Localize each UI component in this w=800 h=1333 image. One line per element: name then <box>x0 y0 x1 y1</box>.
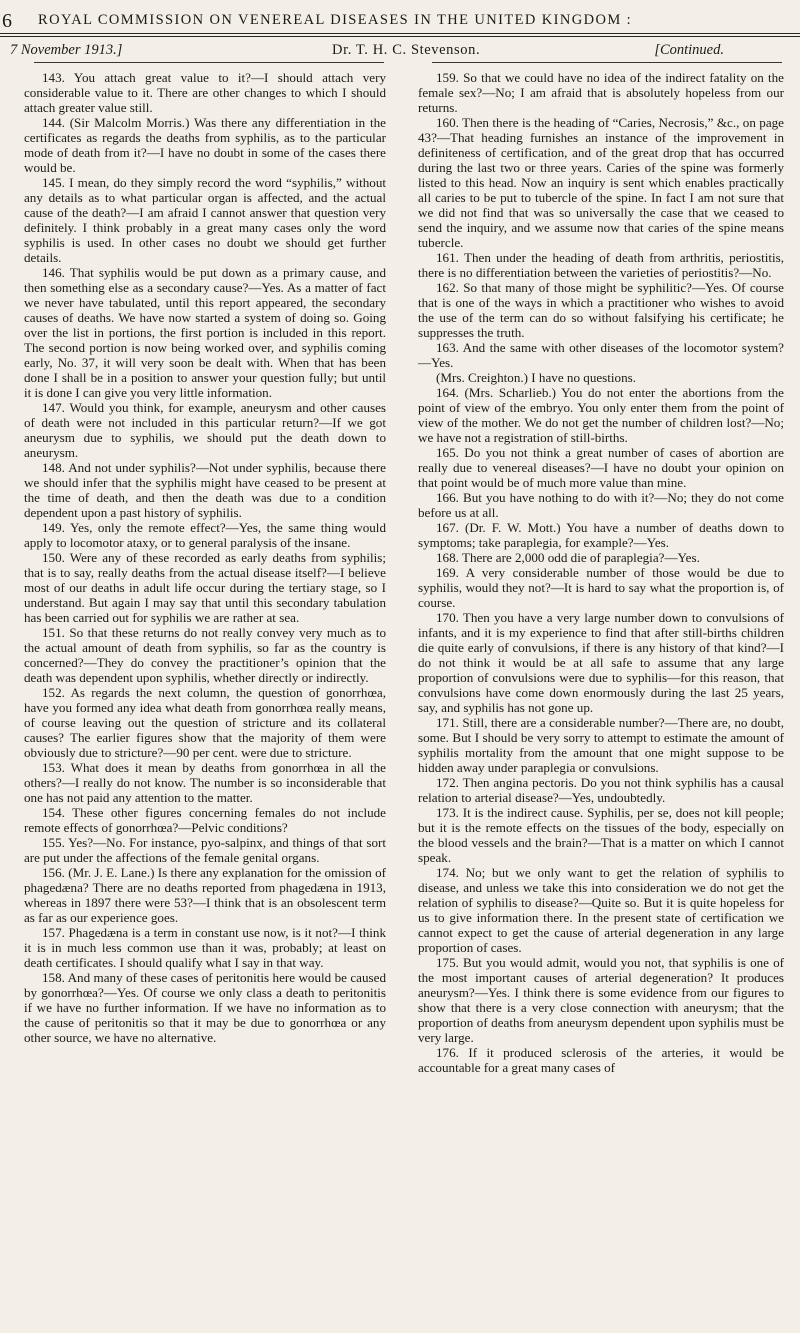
page-number: 6 <box>2 10 12 32</box>
testimony-paragraph: (Mrs. Creighton.) I have no questions. <box>436 370 637 385</box>
testimony-paragraph: 170. Then you have a very large number down to convulsions of infants, and it is my experience to find that after still-births children die quite early of convulsions, if there is any history of that kind?—I do not think it would be at all safe to assume that any large proportion of convulsions were due to syphilis—for this reason, that convulsions have come down enormously during the last 25 years, say, and syphilis has not gone up. <box>418 610 784 715</box>
testimony-paragraph: 176. If it produced sclerosis of the arteries, it would be accountable for a great many cases of <box>418 1045 784 1075</box>
testimony-paragraph: 162. So that many of those might be syphilitic?—Yes. Of course that is one of the ways in which a practitioner who wishes to avoid the use of the term can do so without falsifying his certificate; he suppresses the truth. <box>418 280 784 340</box>
testimony-paragraph: 160. Then there is the heading of “Caries, Necrosis,” &c., on page 43?—That heading furnishes an instance of the improvement in definiteness of certification, and of the great drop that has occurred during the last two or three years. Caries of the spine was formerly listed to this head. Now an inquiry is sent which enables practically all caries to be put to tubercle of the spine. In fact I am not sure that we did not find that was so universally the case that we ceased to send the inquiry, and we assume now that caries of the spine means tubercle. <box>418 115 784 250</box>
testimony-paragraph: 158. And many of these cases of peritonitis here would be caused by gonorrhœa?—Yes. Of course we only class a death to peritonitis if we have no further information. If we have no information as to the cause of peritonitis so that it may be due to gonorrhœa or any other source, we have no alternative. <box>24 970 386 1045</box>
testimony-paragraph: 167. (Dr. F. W. Mott.) You have a number of deaths down to symptoms; take paraplegia, for example?—Yes. <box>418 520 784 550</box>
testimony-paragraph: 165. Do you not think a great number of cases of abortion are really due to venereal diseases?—I have no doubt your opinion on that point would be of much more value than mine. <box>418 445 784 490</box>
left-column-rule <box>34 62 384 63</box>
testimony-paragraph: 159. So that we could have no idea of the indirect fatality on the female sex?—No; I am afraid that is absolutely hopeless from our returns. <box>418 70 784 115</box>
testimony-paragraph: 171. Still, there are a considerable number?—There are, no doubt, some. But I should be very sorry to attempt to estimate the amount of syphilis mortality from the amount that one might suppose to be hidden away under paraplegia or convulsions. <box>418 715 784 775</box>
header-rule-top <box>0 33 800 34</box>
testimony-paragraph: 146. That syphilis would be put down as a primary cause, and then something else as a secondary cause?—Yes. As a matter of fact we never have tabulated, until this report appeared, the secondary causes of deaths. We have now started a system of doing so. Going over the list in portions, the first portion is included in this report. The second portion is now being worked over, and syphilis coming early, No. 37, it will very soon be dealt with. When that has been done I shall be in a position to answer your question fully; but until it is done I can give you very little information. <box>24 265 386 400</box>
testimony-paragraph: 153. What does it mean by deaths from gonorrhœa in all the others?—I really do not know. The number is so inconsiderable that one has not paid any attention to the matter. <box>24 760 386 805</box>
running-title: ROYAL COMMISSION ON VENEREAL DISEASES IN THE UNITED KINGDOM : <box>38 12 633 28</box>
testimony-paragraph: 154. These other figures concerning females do not include remote effects of gonorrhœa?—Pelvic conditions? <box>24 805 386 835</box>
session-date: 7 November 1913.] <box>10 42 123 58</box>
testimony-paragraph: 174. No; but we only want to get the relation of syphilis to disease, and unless we take this into consideration we do not get the relation of syphilis to disease?—Quite so. But it is quite hopeless for us to give information there. In the present state of certification we cannot expect to get the cause of arterial degeneration in any large proportion of cases. <box>418 865 784 955</box>
continued-label: [Continued. <box>654 42 724 58</box>
testimony-paragraph: 151. So that these returns do not really convey very much as to the actual amount of death from syphilis, so far as the country is concerned?—They do convey the practitioner’s opinion that the death was dependent upon syphilis, whether directly or indirectly. <box>24 625 386 685</box>
page-header <box>0 8 800 32</box>
right-column <box>418 70 784 1325</box>
testimony-paragraph: 161. Then under the heading of death from arthritis, periostitis, there is no differentiation between the varieties of periostitis?—No. <box>418 250 784 280</box>
testimony-paragraph: 149. Yes, only the remote effect?—Yes, the same thing would apply to locomotor ataxy, or to general paralysis of the insane. <box>24 520 386 550</box>
testimony-paragraph: 144. (Sir Malcolm Morris.) Was there any differentiation in the certificates as regards the deaths from syphilis, as to the particular mode of death from it?—I have no doubt in some of the cases there would be. <box>24 115 386 175</box>
testimony-paragraph: 164. (Mrs. Scharlieb.) You do not enter the abortions from the point of view of the embryo. You only enter them from the point of view of the mother. We do not get the number of children lost?—No; we have not a registration of still-births. <box>418 385 784 445</box>
testimony-paragraph: 172. Then angina pectoris. Do you not think syphilis has a causal relation to arterial disease?—Yes, undoubtedly. <box>418 775 784 805</box>
testimony-paragraph: 175. But you would admit, would you not, that syphilis is one of the most important causes of arterial degeneration? It produces aneurysm?—Yes. I think there is some evidence from our figures to show that there is a very close connection with aneurysm; that the proportion of deaths from aneurysm dependent upon syphilis must be very large. <box>418 955 784 1045</box>
testimony-paragraph: 155. Yes?—No. For instance, pyo-salpinx, and things of that sort are put under the affections of the female genital organs. <box>24 835 386 865</box>
testimony-paragraph: 148. And not under syphilis?—Not under syphilis, because there we should infer that the syphilis might have ceased to be present at the time of death, and then the death was due to a condition dependent upon a past history of syphilis. <box>24 460 386 520</box>
testimony-paragraph: 157. Phagedæna is a term in constant use now, is it not?—I think it is in much less common use than it was, probably; at least on death certificates. I should qualify what I say in that way. <box>24 925 386 970</box>
testimony-paragraph: 168. There are 2,000 odd die of paraplegia?—Yes. <box>436 550 700 565</box>
testimony-paragraph: 145. I mean, do they simply record the word “syphilis,” without any details as to what particular organ is affected, and the actual cause of the death?—I am afraid I cannot answer that question very definitely. I think probably in a great many cases only the word syphilis is used. In other cases no doubt we should get further details. <box>24 175 386 265</box>
header-rule-bottom <box>0 36 800 37</box>
left-column <box>24 70 386 1325</box>
sub-header <box>0 40 800 62</box>
right-column-rule <box>432 62 782 63</box>
testimony-paragraph: 173. It is the indirect cause. Syphilis, per se, does not kill people; but it is the remote effects on the tissues of the body, especially on the blood vessels and the brain?—That is a matter on which I cannot speak. <box>418 805 784 865</box>
testimony-paragraph: 152. As regards the next column, the question of gonorrhœa, have you formed any idea what death from gonorrhœa really means, of course leaving out the question of stricture and its collateral causes? The earlier figures show that the majority of them were obviously due to stricture?—90 per cent. were due to stricture. <box>24 685 386 760</box>
testimony-paragraph: 150. Were any of these recorded as early deaths from syphilis; that is to say, really deaths from the actual disease itself?—I believe most of our deaths in adult life occur during the tertiary stage, so I understand. But again I may say that until this secondary tabulation has been carried out for syphilis we are rather at sea. <box>24 550 386 625</box>
testimony-paragraph: 143. You attach great value to it?—I should attach very considerable value to it. There are other changes to which I should attach greater value still. <box>24 70 386 115</box>
testimony-paragraph: 166. But you have nothing to do with it?—No; they do not come before us at all. <box>418 490 784 520</box>
testimony-paragraph: 147. Would you think, for example, aneurysm and other causes of death were not included in this particular return?—If we got aneurysm due to syphilis, we should put the death down to aneurysm. <box>24 400 386 460</box>
witness-name: Dr. T. H. C. Stevenson. <box>332 42 481 58</box>
testimony-paragraph: 163. And the same with other diseases of the locomotor system?—Yes. <box>418 340 784 370</box>
testimony-paragraph: 169. A very considerable number of those would be due to syphilis, would they not?—It is hard to say what the proportion is, of course. <box>418 565 784 610</box>
testimony-paragraph: 156. (Mr. J. E. Lane.) Is there any explanation for the omission of phagedæna? There are no deaths reported from phagedæna in 1913, whereas in 1897 there were 53?—I think that is an obsolescent term as far as our experience goes. <box>24 865 386 925</box>
